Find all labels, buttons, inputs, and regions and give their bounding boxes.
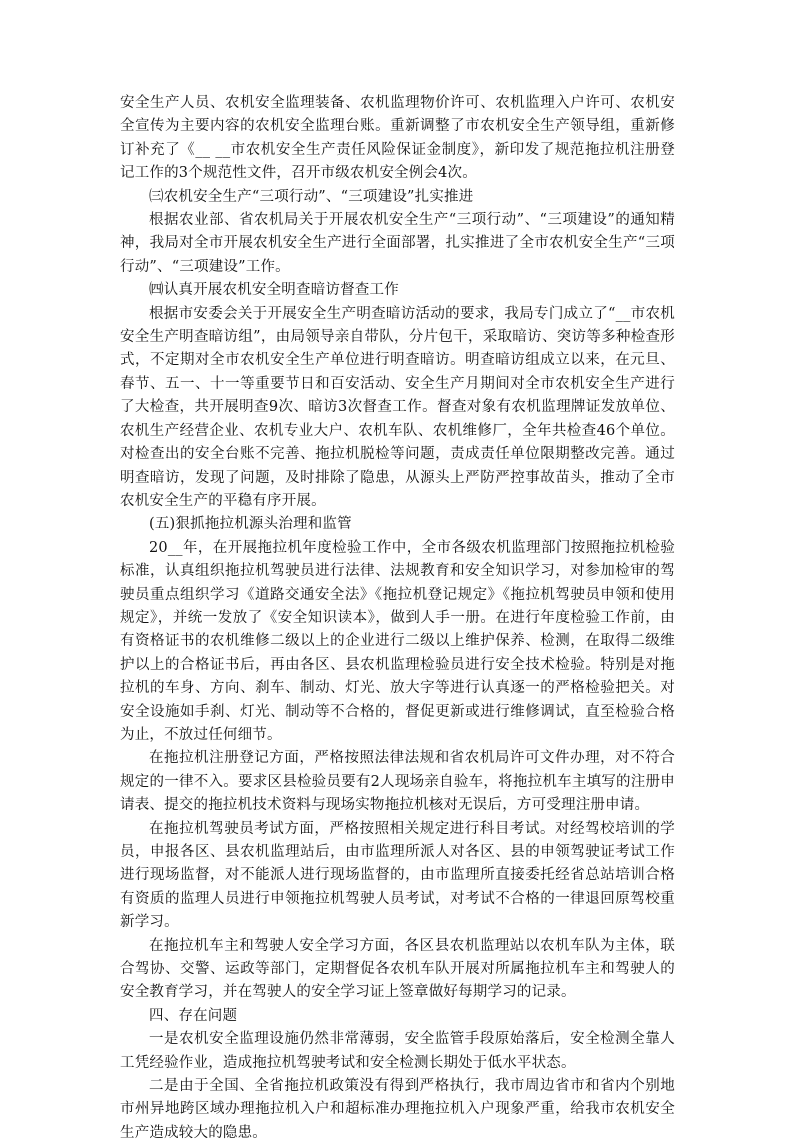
section-heading: ㈢农机安全生产“三项行动”、“三项建设”扎实推进: [149, 188, 474, 205]
paragraph: 根据市安委会关于开展安全生产明查暗访活动的要求，我局专门成立了“__市农机安全生产明查暗访组”，由局领导亲自带队，分片包干，采取暗访、突访等多种检查形式，不定期对全市农机安全生产单位进行明查暗访。明查暗访组成立以来，在元旦、春节、五一、十一等重要节日和百安活动、安全生产月期间对全市农机安全生产进行了大检查，共开展明查9次、暗访3次督查工作。督查对象有农机监理牌证发放单位、农机生产经营企业、农机专业大户、农机车队、农机维修厂，全年共检查46个单位。对检查出的安全台账不完善、拖拉机脱检等问题，责成责任单位限期整改完善。通过明查暗访，发现了问题，及时排除了隐患，从源头上严防严控事故苗头，推动了全市农机安全生产的平稳有序开展。: [120, 305, 675, 509]
paragraph: 在拖拉机驾驶员考试方面，严格按照相关规定进行科目考试。对经驾校培训的学员，申报各区、县农机监理站后，由市监理所派人对各区、县的申领驾驶证考试工作进行现场监督，对不能派人进行现场监督的，由市监理所直接委托经省总站培训合格有资质的监理人员进行申领拖拉机驾驶人员考试，对考试不合格的一律退回原驾校重新学习。: [120, 820, 675, 931]
section-heading: ㈣认真开展农机安全明查暗访督查工作: [149, 282, 399, 299]
paragraph: 在拖拉机车主和驾驶人安全学习方面，各区县农机监理站以农机车队为主体，联合驾协、交警、运政等部门，定期督促各农机车队开展对所属拖拉机车主和驾驶人的安全教育学习，并在驾驶人的安全学习证上签章做好每期学习的记录。: [120, 937, 675, 1001]
paragraph: 安全生产人员、农机安全监理装备、农机监理物价许可、农机监理入户许可、农机安全宣传为主要内容的农机安全监理台账。重新调整了市农机安全生产领导组，重新修订补充了《__ __市农机安全生产责任风险保证金制度》，新印发了规范拖拉机注册登记工作的3个规范性文件，召开市级农机安全例会4次。: [120, 95, 675, 182]
paragraph: 在拖拉机注册登记方面，严格按照法律法规和省农机局许可文件办理，对不符合规定的一律不入。要求区县检验员要有2人现场亲自验车，将拖拉机车主填写的注册申请表、提交的拖拉机技术资料与现场实物拖拉机核对无误后，方可受理注册申请。: [120, 750, 675, 814]
document-body: [120, 92, 675, 1145]
section-heading: 四、存在问题: [149, 1007, 238, 1024]
paragraph: 根据农业部、省农机局关于开展农机安全生产“三项行动”、“三项建设”的通知精神，我局对全市开展农机安全生产进行全面部署，扎实推进了全市农机安全生产“三项行动”、“三项建设”工作。: [120, 212, 675, 275]
section-heading: (五)狠抓拖拉机源头治理和监管: [149, 516, 352, 533]
paragraph: 20__年，在开展拖拉机年度检验工作中，全市各级农机监理部门按照拖拉机检验标准，认真组织拖拉机驾驶员进行法律、法规教育和安全知识学习，对参加检审的驾驶员重点组织学习《道路交通安全法》《拖拉机登记规定》《拖拉机驾驶员申领和使用规定》，并统一发放了《安全知识读本》，做到人手一册。在进行年度检验工作前，由有资格证书的农机维修二级以上的企业进行二级以上维护保养、检测，在取得二级维护以上的合格证书后，再由各区、县农机监理检验员进行安全技术检验。特别是对拖拉机的车身、方向、刹车、制动、灯光、放大字等进行认真逐一的严格检验把关。对安全设施如手刹、灯光、制动等不合格的，督促更新或进行维修调试，直至检验合格为止，不放过任何细节。: [120, 539, 675, 743]
paragraph: 一是农机安全监理设施仍然非常薄弱，安全监管手段原始落后，安全检测全靠人工凭经验作业，造成拖拉机驾驶考试和安全检测长期处于低水平状态。: [120, 1031, 675, 1071]
paragraph: 二是由于全国、全省拖拉机政策没有得到严格执行，我市周边省市和省内个别地市州异地跨区域办理拖拉机入户和超标准办理拖拉机入户现象严重，给我市农机安全生产造成较大的隐患。: [120, 1078, 675, 1141]
